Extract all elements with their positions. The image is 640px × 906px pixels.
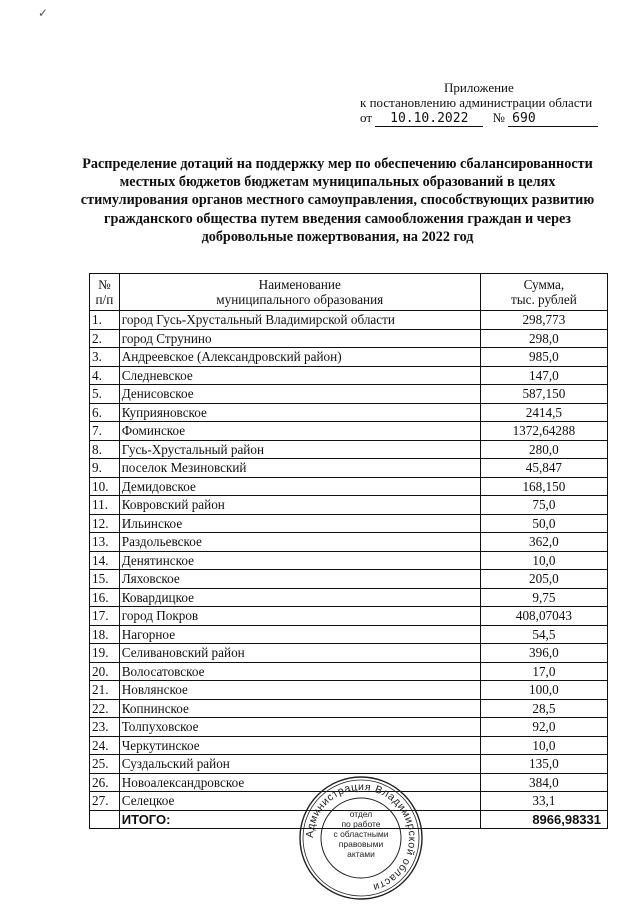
decree-number: 690 — [508, 112, 598, 127]
row-name: Толпуховское — [119, 718, 480, 737]
stamp-line2: по работе — [341, 819, 381, 829]
row-number: 3. — [90, 348, 120, 367]
row-number: 21. — [90, 681, 120, 700]
row-number: 13. — [90, 533, 120, 552]
row-name: Ковардицкое — [119, 588, 480, 607]
row-name: город Покров — [119, 607, 480, 626]
stamp-ring-text: Администрация Владимирской области — [303, 780, 419, 894]
check-mark: ✓ — [38, 6, 49, 20]
row-sum: 280,0 — [480, 440, 607, 459]
table-row — [90, 533, 608, 552]
table-row — [90, 422, 608, 441]
row-sum: 28,5 — [480, 699, 607, 718]
row-sum: 298,0 — [480, 329, 607, 348]
table-row — [90, 607, 608, 626]
row-number: 14. — [90, 551, 120, 570]
row-number: 20. — [90, 662, 120, 681]
decree-date: 10.10.2022 — [375, 112, 483, 127]
row-number: 24. — [90, 736, 120, 755]
row-name: Суздальский район — [119, 755, 480, 774]
row-name: Новоалександровское — [119, 773, 480, 792]
row-sum: 100,0 — [480, 681, 607, 700]
row-number: 16. — [90, 588, 120, 607]
row-number: 9. — [90, 459, 120, 478]
table-row — [90, 477, 608, 496]
row-sum: 10,0 — [480, 551, 607, 570]
row-name: поселок Мезиновский — [119, 459, 480, 478]
stamp-line1: отдел — [349, 809, 373, 819]
row-sum: 1372,64288 — [480, 422, 607, 441]
header-sum — [480, 274, 607, 311]
row-number: 15. — [90, 570, 120, 589]
distribution-table — [89, 273, 608, 829]
row-sum: 50,0 — [480, 514, 607, 533]
table-row — [90, 348, 608, 367]
table-row — [90, 366, 608, 385]
row-name: город Гусь-Хрустальный Владимирской области — [119, 311, 480, 330]
table-row — [90, 699, 608, 718]
row-number: 2. — [90, 329, 120, 348]
row-sum: 10,0 — [480, 736, 607, 755]
table-row — [90, 570, 608, 589]
header-num — [90, 274, 120, 311]
row-sum: 384,0 — [480, 773, 607, 792]
row-number: 26. — [90, 773, 120, 792]
row-name: Денятинское — [119, 551, 480, 570]
table-row — [90, 551, 608, 570]
row-name: Черкутинское — [119, 736, 480, 755]
row-number: 12. — [90, 514, 120, 533]
row-sum: 9,75 — [480, 588, 607, 607]
header-sum-line1: Сумма, — [523, 277, 565, 292]
row-sum: 408,07043 — [480, 607, 607, 626]
row-name: Фоминское — [119, 422, 480, 441]
table-row — [90, 496, 608, 515]
header-num-line2: п/п — [95, 292, 114, 307]
table-row — [90, 588, 608, 607]
table-row — [90, 514, 608, 533]
table-row — [90, 329, 608, 348]
document-title: Распределение дотаций на поддержку мер по обеспечению сбалансированности местных бюджетов бюджетам муниципальных образований в целях стимулирования органов местного самоуправления, способствующих развитию гражданского общества путем введения самообложения граждан и через добровольные пожертвования, на 2022 год — [80, 156, 595, 245]
stamp-line4: правовыми — [338, 839, 384, 849]
stamp-line3: с областными — [333, 829, 389, 839]
appendix-label: Приложение — [444, 80, 514, 95]
date-prefix: от — [360, 110, 373, 125]
row-name: город Струнино — [119, 329, 480, 348]
row-sum: 298,773 — [480, 311, 607, 330]
row-number: 11. — [90, 496, 120, 515]
row-number: 4. — [90, 366, 120, 385]
header-num-line1: № — [98, 277, 111, 292]
row-name: Нагорное — [119, 625, 480, 644]
total-sum: 8966,98331 — [480, 810, 607, 829]
row-number: 5. — [90, 385, 120, 404]
row-number: 10. — [90, 477, 120, 496]
header-name-line1: Наименование — [258, 277, 341, 292]
row-sum: 396,0 — [480, 644, 607, 663]
row-number: 8. — [90, 440, 120, 459]
table-row — [90, 385, 608, 404]
table-row — [90, 755, 608, 774]
appendix-date-line — [360, 110, 600, 127]
row-number: 7. — [90, 422, 120, 441]
table-row — [90, 681, 608, 700]
row-sum: 147,0 — [480, 366, 607, 385]
total-num-cell — [90, 810, 120, 829]
row-name: Селецкое — [119, 792, 480, 811]
row-sum: 362,0 — [480, 533, 607, 552]
table-row — [90, 644, 608, 663]
row-sum: 17,0 — [480, 662, 607, 681]
table-header-row — [90, 274, 608, 311]
row-sum: 33,1 — [480, 792, 607, 811]
row-number: 19. — [90, 644, 120, 663]
header-sum-line2: тыс. рублей — [510, 292, 577, 307]
row-sum: 205,0 — [480, 570, 607, 589]
row-number: 1. — [90, 311, 120, 330]
table-row — [90, 403, 608, 422]
row-name: Следневское — [119, 366, 480, 385]
row-name: Волосатовское — [119, 662, 480, 681]
row-sum: 168,150 — [480, 477, 607, 496]
row-name: Селивановский район — [119, 644, 480, 663]
row-name: Гусь-Хрустальный район — [119, 440, 480, 459]
row-name: Андреевское (Александровский район) — [119, 348, 480, 367]
table-row — [90, 311, 608, 330]
row-name: Раздольевское — [119, 533, 480, 552]
row-sum: 135,0 — [480, 755, 607, 774]
total-label: ИТОГО: — [119, 810, 480, 829]
stamp-center-text — [326, 809, 396, 859]
row-name: Куприяновское — [119, 403, 480, 422]
row-sum: 2414,5 — [480, 403, 607, 422]
row-number: 6. — [90, 403, 120, 422]
row-sum: 985,0 — [480, 348, 607, 367]
row-name: Денисовское — [119, 385, 480, 404]
header-name-line2: муниципального образования — [216, 292, 384, 307]
row-number: 27. — [90, 792, 120, 811]
number-prefix: № — [492, 110, 505, 125]
stamp-line5: актами — [347, 849, 375, 859]
header-name — [119, 274, 480, 311]
table-row — [90, 625, 608, 644]
row-name: Ильинское — [119, 514, 480, 533]
row-number: 23. — [90, 718, 120, 737]
row-number: 25. — [90, 755, 120, 774]
row-sum: 45,847 — [480, 459, 607, 478]
row-number: 22. — [90, 699, 120, 718]
row-name: Копнинское — [119, 699, 480, 718]
row-name: Новлянское — [119, 681, 480, 700]
row-sum: 587,150 — [480, 385, 607, 404]
row-sum: 75,0 — [480, 496, 607, 515]
row-name: Демидовское — [119, 477, 480, 496]
row-sum: 54,5 — [480, 625, 607, 644]
row-number: 18. — [90, 625, 120, 644]
table-row — [90, 459, 608, 478]
table-row — [90, 662, 608, 681]
appendix-decree: к постановлению администрации области — [360, 95, 593, 110]
official-stamp — [298, 775, 424, 901]
row-name: Ковровский район — [119, 496, 480, 515]
row-number: 17. — [90, 607, 120, 626]
row-sum: 92,0 — [480, 718, 607, 737]
table-row — [90, 736, 608, 755]
table-row — [90, 440, 608, 459]
table-row — [90, 718, 608, 737]
row-name: Ляховское — [119, 570, 480, 589]
appendix-block — [360, 80, 600, 127]
